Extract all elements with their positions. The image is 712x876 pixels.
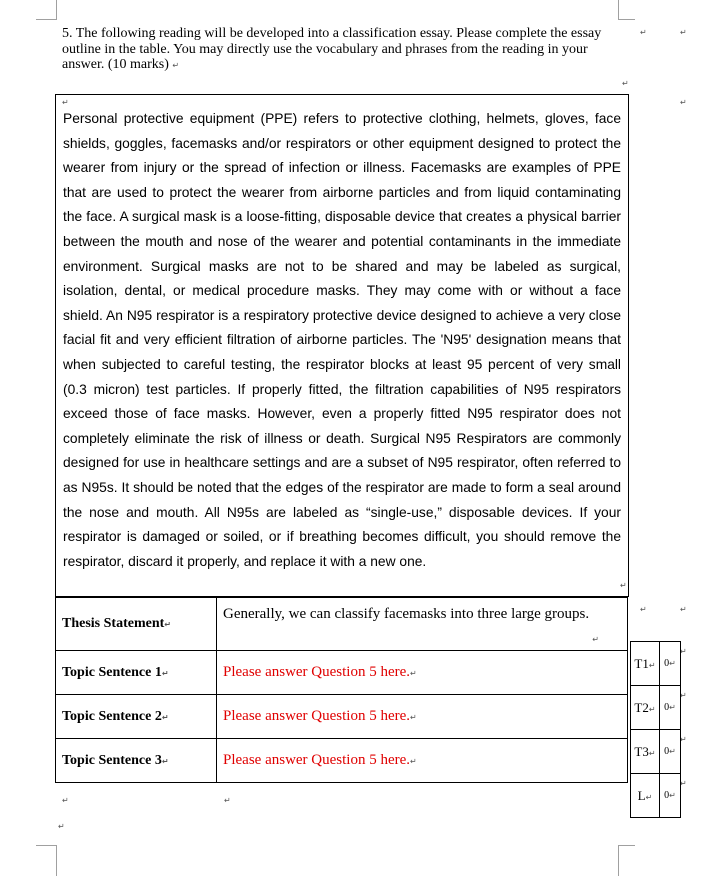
reading-passage-box [55, 94, 629, 597]
score-value[interactable]: 0↵ [660, 642, 681, 686]
paragraph-mark: ↵ [680, 735, 687, 744]
outline-row-topic-1 [56, 651, 628, 695]
paragraph-mark: ↵ [680, 605, 687, 614]
paragraph-mark: ↵ [224, 796, 231, 805]
paragraph-mark: ↵ [622, 79, 629, 88]
paragraph-mark: ↵ [640, 28, 647, 37]
outline-row-topic-3 [56, 739, 628, 783]
outline-label-cell: Topic Sentence 2↵ [56, 695, 217, 739]
question-text[interactable] [62, 26, 624, 73]
question-body: 5. The following reading will be developed into a classification essay. Please complete the essay outline in the table. You may directly use the vocabulary and phrases from the reading in your answer. (10 marks) [62, 26, 602, 72]
thesis-answer-cell[interactable]: Generally, we can classify facemasks into three large groups. ↵ [217, 598, 628, 651]
paragraph-mark: ↵ [58, 822, 65, 831]
paragraph-mark: ↵ [640, 605, 647, 614]
paragraph-mark: ↵ [680, 98, 687, 107]
topic-sentence-1-answer-cell[interactable]: Please answer Question 5 here.↵ [217, 651, 628, 695]
outline-label-cell: Thesis Statement↵ [56, 598, 217, 651]
paragraph-mark: ↵ [62, 98, 69, 107]
outline-row-topic-2 [56, 695, 628, 739]
paragraph-mark: ↵ [680, 28, 687, 37]
topic-sentence-3-answer-cell[interactable]: Please answer Question 5 here.↵ [217, 739, 628, 783]
crop-mark-bottom-left [36, 845, 57, 876]
score-table [630, 641, 681, 818]
paragraph-mark: ↵ [620, 581, 627, 590]
paragraph-mark: ↵ [172, 61, 180, 70]
score-key: T3↵ [631, 730, 660, 774]
paragraph-mark: ↵ [680, 779, 687, 788]
score-value[interactable]: 0↵ [660, 686, 681, 730]
paragraph-mark: ↵ [680, 647, 687, 656]
outline-label-cell: Topic Sentence 1↵ [56, 651, 217, 695]
score-row [631, 774, 681, 818]
reading-passage[interactable]: Personal protective equipment (PPE) refers to protective clothing, helmets, gloves, face shields, goggles, facemasks and/or respirators or other equipment designed to protect the wearer from injury or the spread of infection or illness. Facemasks are examples of PPE that are used to protect the wearer from airborne particles and from liquid contaminating the face. A surgical mask is a loose-fitting, disposable device that creates a physical barrier between the mouth and nose of the wearer and potential contaminants in the immediate environment. Surgical masks are not to be shared and may be labeled as surgical, isolation, dental, or medical procedure masks. They may come with or without a face shield. An N95 respirator is a respiratory protective device designed to achieve a very close facial fit and very efficient filtration of airborne particles. The 'N95' designation means that when subjected to careful testing, the respirator blocks at least 95 percent of very small (0.3 micron) test particles. If properly fitted, the filtration capabilities of N95 respirators exceed those of face masks. However, even a properly fitted N95 respirator does not completely eliminate the risk of illness or death. Surgical N95 Respirators are commonly designed for use in healthcare settings and are a subset of N95 respirator, often referred to as N95s. It should be noted that the edges of the respirator are made to form a seal around the nose and mouth. All N95s are labeled as “single-use,” disposable devices. If your respirator is damaged or soiled, or if breathing becomes difficult, you should remove the respirator, discard it properly, and replace it with a new one. [63, 111, 621, 569]
score-key: T1↵ [631, 642, 660, 686]
essay-outline-table [55, 597, 628, 783]
score-value[interactable]: 0↵ [660, 730, 681, 774]
crop-mark-top-left [36, 0, 57, 20]
score-row [631, 642, 681, 686]
outline-label-cell: Topic Sentence 3↵ [56, 739, 217, 783]
paragraph-mark: ↵ [62, 796, 69, 805]
topic-sentence-2-answer-cell[interactable]: Please answer Question 5 here.↵ [217, 695, 628, 739]
crop-mark-top-right [618, 0, 635, 20]
score-row [631, 730, 681, 774]
paragraph-mark: ↵ [592, 635, 599, 644]
score-key: L↵ [631, 774, 660, 818]
outline-row-thesis [56, 598, 628, 651]
score-key: T2↵ [631, 686, 660, 730]
crop-mark-bottom-right [618, 845, 635, 876]
paragraph-mark: ↵ [680, 691, 687, 700]
score-value[interactable]: 0↵ [660, 774, 681, 818]
score-row [631, 686, 681, 730]
